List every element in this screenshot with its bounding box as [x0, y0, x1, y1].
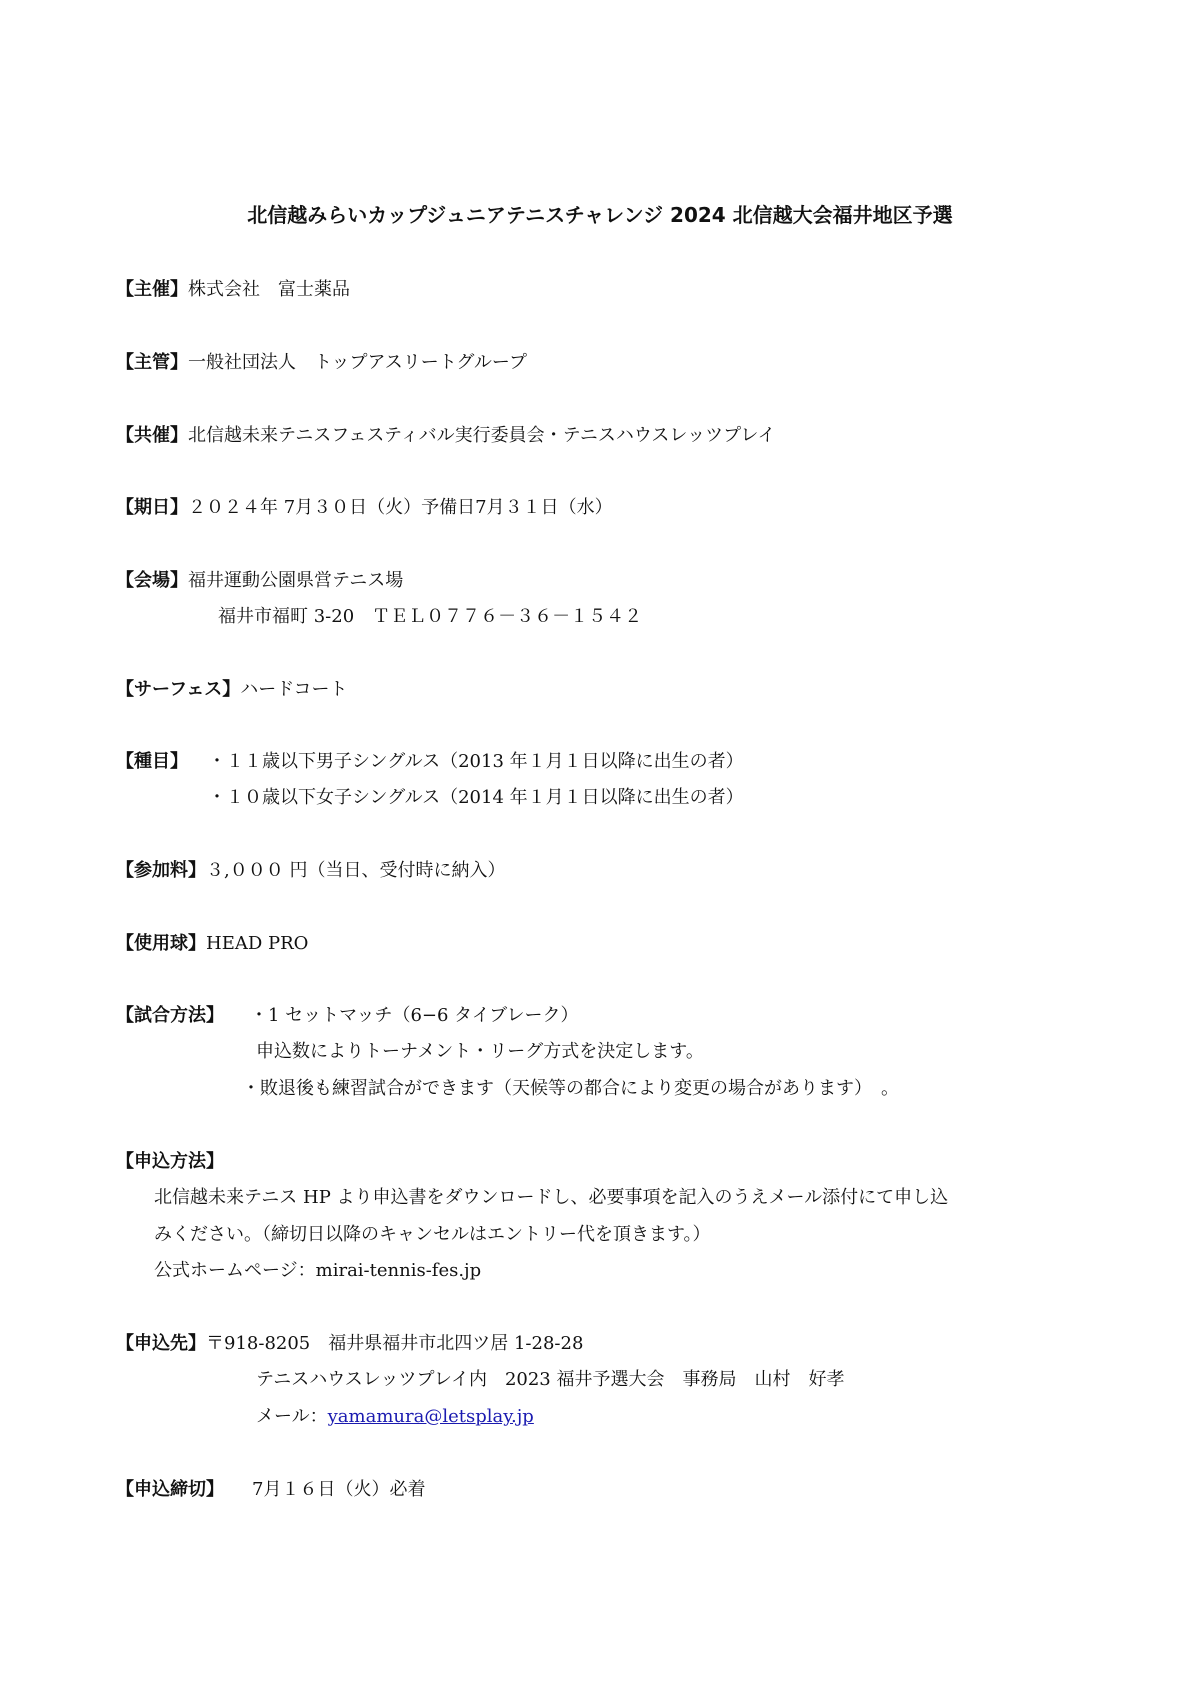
format-line: 申込数によりトーナメント・リーグ方式を決定します。	[256, 1041, 704, 1062]
organizer-label: 【主管】	[116, 352, 188, 373]
fee-row	[116, 859, 505, 883]
event-item: ・１０歳以下女子シングルス（2014 年１月１日以降に出生の者）	[208, 787, 744, 808]
deadline-label: 【申込締切】	[116, 1479, 224, 1500]
apply-method-label: 【申込方法】	[116, 1151, 224, 1172]
cohost-row	[116, 424, 776, 448]
apply-to-row	[116, 1332, 583, 1356]
apply-method-line: 公式ホームページ：mirai-tennis-fes.jp	[154, 1260, 482, 1281]
apply-to-label: 【申込先】	[116, 1333, 206, 1354]
venue-label: 【会場】	[116, 570, 188, 591]
format-line: ・1 セットマッチ（6−6 タイブレーク）	[250, 1005, 579, 1026]
surface-row	[116, 678, 347, 702]
apply-method-line: 北信越未来テニス HP より申込書をダウンロードし、必要事項を記入のうえメール添付にて申し込	[154, 1187, 949, 1208]
apply-to-office: テニスハウスレッツプレイ内 2023 福井予選大会 事務局 山村 好孝	[256, 1369, 845, 1390]
events-row	[116, 750, 188, 774]
apply-to-mail-row	[256, 1405, 534, 1429]
format-row	[116, 1004, 224, 1028]
surface-value: ハードコート	[240, 679, 348, 700]
fee-label: 【参加料】	[116, 860, 206, 881]
host-row	[116, 278, 350, 302]
event-item: ・１１歳以下男子シングルス（2013 年１月１日以降に出生の者）	[208, 751, 744, 772]
events-label: 【種目】	[116, 751, 188, 772]
format-label: 【試合方法】	[116, 1005, 224, 1026]
date-label: 【期日】	[116, 497, 188, 518]
host-label: 【主催】	[116, 279, 188, 300]
ball-row	[116, 932, 308, 956]
deadline-value: 7月１６日（火）必着	[252, 1479, 426, 1500]
apply-method-line: みください。（締切日以降のキャンセルはエントリー代を頂きます。）	[154, 1224, 711, 1245]
deadline-row	[116, 1478, 425, 1502]
apply-to-address: 〒918-8205 福井県福井市北四ツ居 1-28-28	[206, 1333, 584, 1354]
organizer-value: 一般社団法人 トップアスリートグループ	[188, 352, 527, 373]
ball-value: HEAD PRO	[206, 933, 309, 954]
document-title: 北信越みらいカップジュニアテニスチャレンジ 2024 北信越大会福井地区予選	[247, 203, 953, 227]
format-line: ・敗退後も練習試合ができます（天候等の都合により変更の場合があります） 。	[242, 1078, 899, 1099]
venue-address: 福井市福町 3-20 ＴＥＬ０７７６－３６－１５４２	[218, 606, 643, 627]
ball-label: 【使用球】	[116, 933, 206, 954]
surface-label: 【サーフェス】	[116, 679, 241, 700]
venue-value: 福井運動公園県営テニス場	[188, 570, 404, 591]
venue-row	[116, 569, 403, 593]
date-value: ２０２４年 7月３０日（火）予備日7月３１日（水）	[188, 497, 613, 518]
apply-method-row	[116, 1150, 224, 1174]
cohost-value: 北信越未来テニスフェスティバル実行委員会・テニスハウスレッツプレイ	[188, 425, 776, 446]
mail-prefix: メール：	[256, 1406, 328, 1427]
organizer-row	[116, 351, 527, 375]
host-value: 株式会社 富士薬品	[188, 279, 350, 300]
date-row	[116, 496, 613, 520]
fee-value: ３,０００ 円（当日、受付時に納入）	[206, 860, 506, 881]
cohost-label: 【共催】	[116, 425, 188, 446]
email-link[interactable]: yamamura@letsplay.jp	[327, 1406, 534, 1427]
